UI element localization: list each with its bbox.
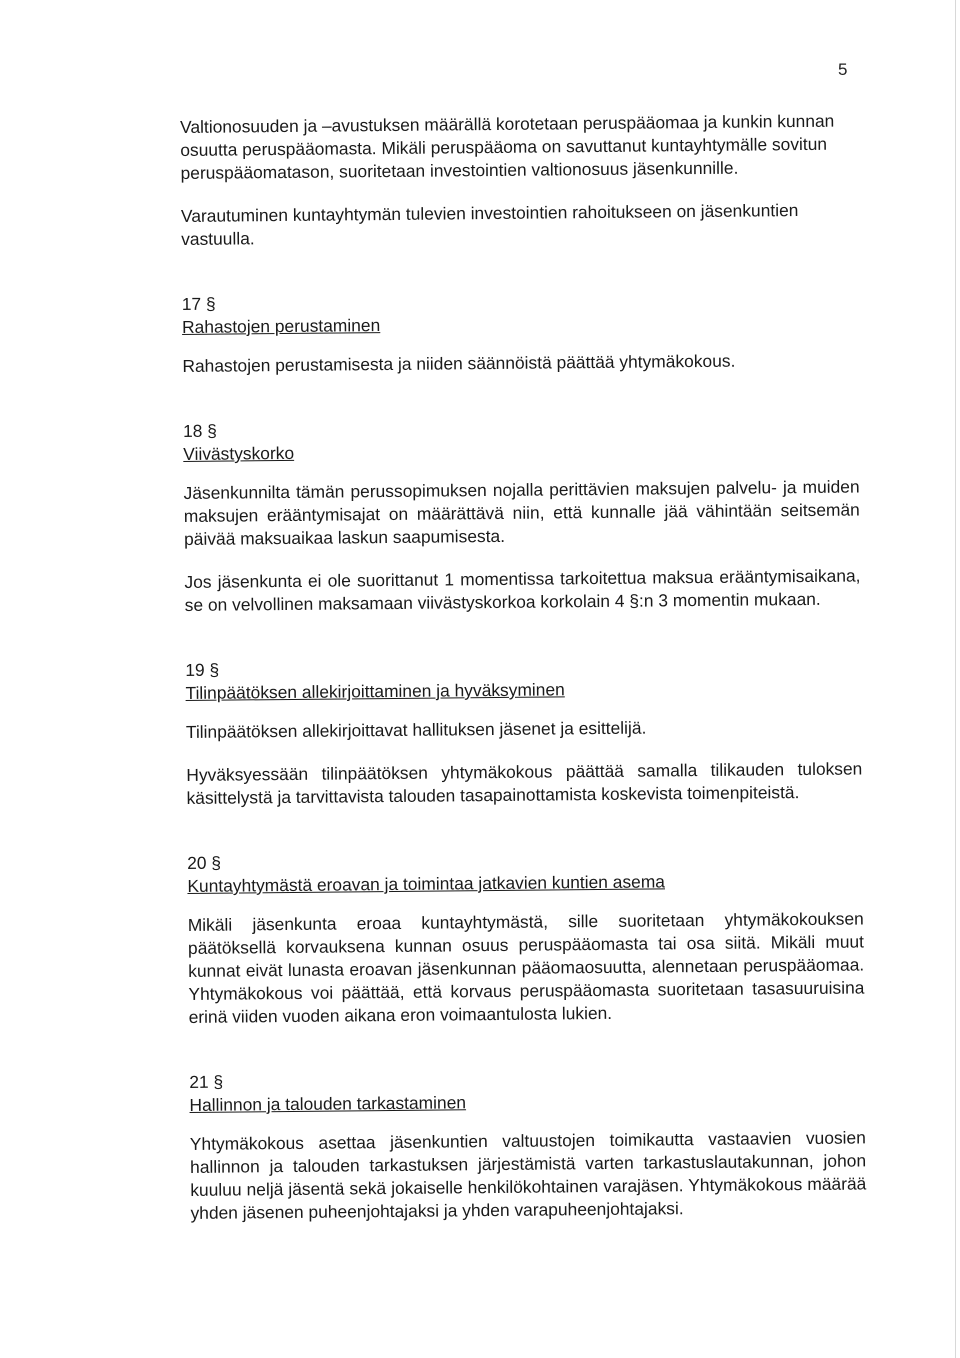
section-paragraph: Yhtymäkokous asettaa jäsenkuntien valtuustojen toimikautta vastaavien vuosien hallinnon ja talouden tarkastuksen järjestämistä varten tarkastuslautakunnan, johon kuuluu neljä jäsentä sekä jokaiselle henkilökohtainen varajäsen. Yhtymäkokous määrää yhden jäsenen puheenjohtajaksi ja yhden varapuheenjohtajaksi. <box>189 1127 867 1223</box>
intro-paragraph-1: Valtionosuuden ja –avustuksen määrällä korotetaan peruspääomaa ja kunkin kunnan osuutta peruspääomasta. Mikäli peruspääoma on savuttanut kuntayhtymälle sovitun peruspääomatason, suoritetaan investointien valtionosuus jäsenkunnille. <box>180 110 835 183</box>
section-number: 20 § <box>187 852 222 873</box>
section-19 <box>185 652 862 809</box>
section-number: 21 § <box>189 1071 224 1092</box>
section-title: Tilinpäätöksen allekirjoittaminen ja hyväksyminen <box>185 679 565 703</box>
document-body <box>180 110 867 1225</box>
section-paragraph: Jäsenkunnilta tämän perussopimuksen nojalla perittävien maksujen palvelu- ja muiden maksujen erääntymisajat on määrättävä niin, että kunnalle jää vähintään seitsemän päivää maksuaikaa laskun saapumisesta. <box>183 476 860 549</box>
section-number: 17 § <box>181 293 216 314</box>
section-title: Hallinnon ja talouden tarkastaminen <box>189 1092 467 1115</box>
section-paragraph: Mikäli jäsenkunta eroaa kuntayhtymästä, sille suoritetaan yhtymäkokouksen päätöksellä korvauksena kunnan osuus peruspääomasta tai osa siitä. Mikäli muut kunnat eivät lunasta eroavan jäsenkunnan pääomaosuutta, alennetaan peruspääomaa. Yhtymäkokous voi päättää, että korvaus peruspääomasta suoritetaan tasasuuruisina erinä viiden vuoden aikana eron voimaantulosta lukien. <box>187 908 865 1027</box>
page-number: 5 <box>838 60 848 79</box>
section-title: Viivästyskorko <box>183 442 295 464</box>
section-17 <box>182 287 859 378</box>
page-edge-line <box>955 0 956 1358</box>
section-paragraph: Hyväksyessään tilinpäätöksen yhtymäkokous päättää samalla tilikauden tuloksen käsittelystä ja tarvittavista talouden tasapainottamista koskevista toimenpiteistä. <box>186 758 863 808</box>
section-paragraph: Tilinpäätöksen allekirjoittavat hallituksen jäsenet ja esittelijä. <box>185 717 647 742</box>
section-20 <box>187 845 865 1028</box>
section-paragraph: Jos jäsenkunta ei ole suorittanut 1 momentissa tarkoitettua maksua erääntymisaikana, se on velvollinen maksamaan viivästyskorkoa korkolain 4 §:n 3 momentin mukaan. <box>184 565 861 615</box>
intro-paragraph-2: Varautuminen kuntayhtymän tulevien investointien rahoitukseen on jäsenkuntien vastuulla. <box>180 200 799 249</box>
section-title: Rahastojen perustaminen <box>181 315 381 337</box>
section-paragraph: Rahastojen perustamisesta ja niiden säännöistä päättää yhtymäkokous. <box>182 350 736 376</box>
section-title: Kuntayhtymästä eroavan ja toimintaa jatkavien kuntien asema <box>187 871 666 896</box>
section-number: 19 § <box>185 659 220 680</box>
section-number: 18 § <box>182 420 217 441</box>
section-18 <box>183 413 861 616</box>
section-21 <box>189 1064 866 1224</box>
